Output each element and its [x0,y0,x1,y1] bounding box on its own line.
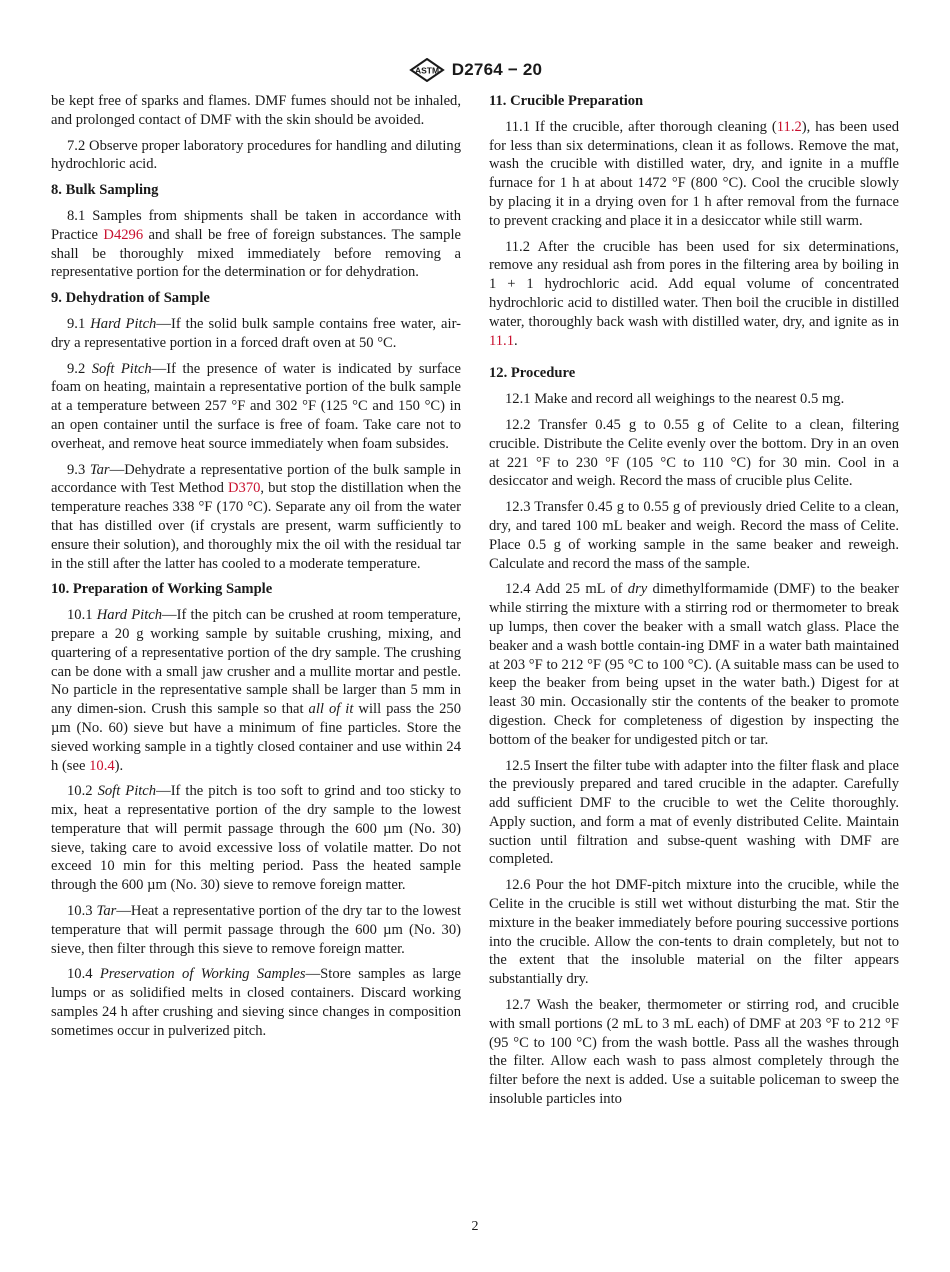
paragraph-12-5: 12.5 Insert the filter tube with adapter into the filter flask and place the previously prepared and tared crucible in the adapter. Carefully add sufficient DMF to the crucible to wet the Celite thoroughly. Apply suction, and form a mat of evenly distributed Celite. Maintain suction until filtration and subse-quent washing with DMF are completed. [489,757,899,868]
text: ), has been used for less than six determinations, clean it as follows. Remove the mat, wash the crucible with distilled water, dry, and ignite in a muffle furnace for 1 h at about 1472 °F (800 °C). Cool the crucible slowly by placing it in a drying oven for 1 h after removal from the furnace to prevent cracking and place it in a desiccator while still warm. [489,118,899,229]
text: 10.1 [67,607,97,624]
paragraph-10-2 [51,782,461,895]
paragraph-10-1 [51,606,461,775]
text: 11.1 If the crucible, after thorough cleaning ( [505,118,777,135]
paragraph-9-2 [51,360,461,454]
paragraph-12-4 [489,580,899,749]
section-12-heading: 12. Procedure [489,365,576,382]
text: —If the pitch is too soft to grind and too sticky to mix, heat a representative portion of the dry sample to the lowest temperature that will permit passage through the 600 µm (No. 30) sieve, taking care to avoid excessive loss of volatile matter. Do not exceed 10 min for this melting period. Pass the heated sample through the 600 µm (No. 30) sieve to remove foreign matter. [51,783,461,894]
paragraph-9-1 [51,315,461,353]
paragraph-12-1: 12.1 Make and record all weighings to the nearest 0.5 mg. [505,391,845,408]
text: 10.3 [67,903,97,920]
page-header [0,57,950,83]
section-9-heading: 9. Dehydration of Sample [51,290,210,307]
term: Soft Pitch [91,360,152,377]
paragraph-9-3 [51,461,461,574]
term: Tar [89,461,110,478]
term: Hard Pitch [90,315,157,332]
text: dimethylformamide (DMF) to the beaker while stirring the mixture with a stirring rod or thermometer to break up lumps, then cover the beaker with a small watch glass. Place the beaker and a wash bottle contain-ing DMF in a water bath maintained at 203 °F to 212 °F (95 °C to 100 °C). (A suitable mass can be used to keep the beaker from being upset in the water bath.) Digest for at least 30 min. Occasionally stir the contents of the beaker to promote digestion. Check for completeness of digestion by inspecting the bottom of the beaker for undigested pitch or tar. [489,581,899,748]
text: —Dehydrate a representative portion of the bulk sample in accordance with Test Method [51,461,461,497]
paragraph-12-2: 12.2 Transfer 0.45 g to 0.55 g of Celite to a clean, filtering crucible. Distribute the Celite evenly over the bottom. Dry in an oven at 221 °F to 230 °F (105 °C to 110 °C) for 30 min. Cool in a desiccator and weigh. Record the mass of crucible plus Celite. [489,416,899,490]
paragraph-8-1 [51,207,461,282]
section-8-heading: 8. Bulk Sampling [51,182,159,199]
text: —If the pitch can be crushed at room temperature, prepare a 20 g working sample by suitable crushing, mixing, and quartering of a representative portion of the dry sample. The crushing can be done with a small jaw crusher and a mullite mortar and pestle. No particle in the representative sample shall be larger than 5 mm in any dimen-sion. Crush this sample so that [51,607,462,718]
right-column [489,92,899,1116]
paragraph-10-4 [51,965,461,1040]
text: 9.1 [67,315,91,332]
emphasis: all of it [308,701,354,718]
left-column [51,92,461,1048]
text: 10.4 [67,966,100,983]
link-11-1[interactable]: 11.1 [489,332,514,349]
text: 12.4 Add 25 mL of [505,581,628,598]
paragraph-12-6: 12.6 Pour the hot DMF-pitch mixture into the crucible, while the Celite in the crucible is still wet without disturbing the mat. Stir the mixture in the beaker immediately before pouring successive portions into the crucible. Allow the con-tents to drain completely, but not to the extent that the insoluble material on the filter appears substantially dry. [489,877,899,988]
paragraph-7-1-continued: be kept free of sparks and flames. DMF fumes should not be inhaled, and prolonged contact of DMF with the skin should be avoided. [51,93,461,128]
logo-text: ASTM [414,65,439,76]
text: 8.1 Samples from shipments shall be taken in accordance with Practice [51,207,461,243]
text: 11.2 After the crucible has been used for six determinations, remove any residual ash from pores in the filtering area by boiling in 1 + 1 hydrochloric acid. Add equal volume of concentrated hydrochloric acid to distilled water. Then boil the crucible in distilled water, thoroughly back wash with distilled water, dry, and ignite as in [489,238,899,330]
term: Hard Pitch [96,607,163,624]
astm-logo-icon [408,58,446,82]
text: ). [114,757,124,774]
paragraph-12-7: 12.7 Wash the beaker, thermometer or stirring rod, and crucible with small portions (2 mL to 3 mL each) of DMF at 203 °F to 212 °F (95 °C to 100 °C) from the wash bottle. Pass all the washes through the filter. Allow each wash to pass almost completely through the filter before the next is added. Use a suitable policeman to sweep the insoluble particles into [489,997,899,1108]
link-11-2[interactable]: 11.2 [776,118,802,135]
link-d370[interactable]: D370 [227,480,261,497]
text: —Store samples as large lumps or as solidified melts in closed containers. Discard working samples 24 h after crushing and sieving since changes in composition sometimes occur in pulverized pitch. [51,966,462,1039]
text: —Heat a representative portion of the dry tar to the lowest temperature that will permit passage through the 600 µm (No. 30) sieve, then filter through this sieve to remove foreign matter. [51,903,462,957]
section-10-heading: 10. Preparation of Working Sample [51,581,273,598]
text: —If the solid bulk sample contains free water, air-dry a representative portion in a forced draft oven at 50 °C. [51,315,462,351]
text: will pass the 250 µm (No. 60) sieve but have a minimum of fine particles. Store the sieved working sample in a tightly closed container and use within 24 h (see [51,701,461,774]
paragraph-11-2 [489,238,899,351]
text: and shall be free of foreign substances. The sample shall be thoroughly mixed immediately before removing a representative portion for the determination or for dehydration. [51,226,461,281]
page-number: 2 [471,1219,479,1234]
text: . [514,332,518,349]
link-10-4[interactable]: 10.4 [89,757,115,774]
text: 10.2 [67,783,98,800]
emphasis: dry [627,581,648,598]
term: Tar [96,903,117,920]
text: 9.2 [67,360,92,377]
term: Preservation of Working Samples [99,966,306,983]
text: , but stop the distillation when the temperature reaches 338 °F (170 °C). Separate any oil from the water that has distilled over (if crystals are present, warm sufficiently to ensure their solution), and thoroughly mix the oil with the residual tar in the still after the latter has cooled to a moderate temperature. [51,480,461,572]
term: Soft Pitch [97,783,157,800]
text: —If the presence of water is indicated by surface foam on heating, maintain a representative portion of the bulk sample at a temperature between 257 °F and 302 °F (125 °C and 150 °C) in an open container until the surface is free of foam. Take care not to overheat, and remove heat source immediately when foam subsides. [51,360,462,452]
paragraph-11-1 [489,118,899,231]
section-11-heading: 11. Crucible Preparation [489,93,644,109]
paragraph-12-3: 12.3 Transfer 0.45 g to 0.55 g of previously dried Celite to a clean, dry, and tared 100 mL beaker and weigh. Record the mass of Celite. Place 0.5 g of working sample in the same beaker and reweigh. Calculate and record the mass of the sample. [489,499,899,572]
text: 9.3 [67,461,90,478]
paragraph-7-2: 7.2 Observe proper laboratory procedures for handling and diluting hydrochloric acid. [51,137,461,173]
document-designation: D2764 − 20 [451,60,543,79]
paragraph-10-3 [51,902,461,958]
link-d4296[interactable]: D4296 [103,226,144,243]
